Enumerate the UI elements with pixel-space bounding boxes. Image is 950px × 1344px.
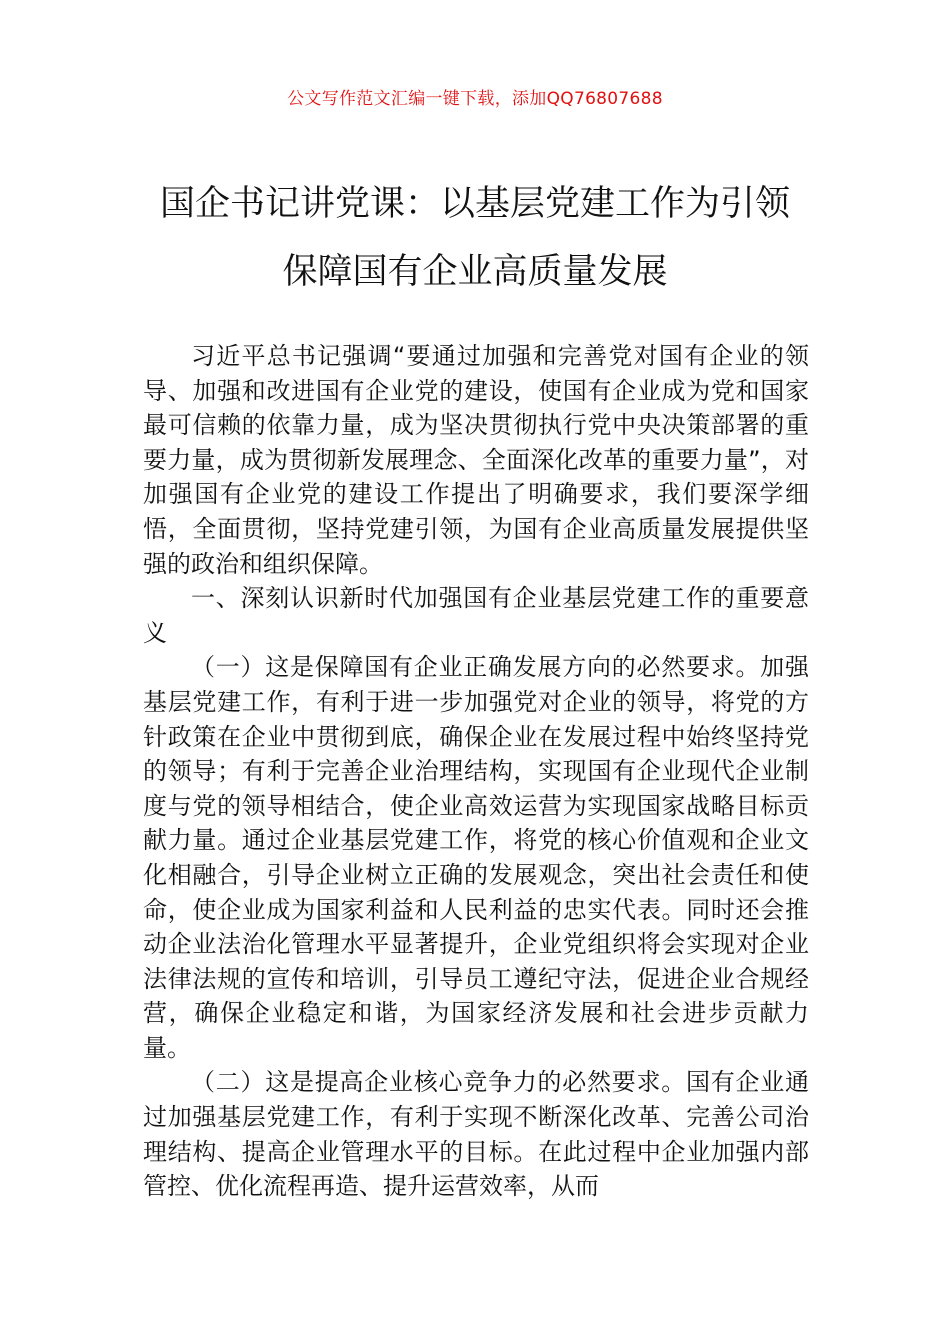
document-body [143, 339, 809, 1204]
paragraph-point-1: （一）这是保障国有企业正确发展方向的必然要求。加强基层党建工作，有利于进一步加强党对企业的领导，将党的方针政策在企业中贯彻到底，确保企业在发展过程中始终坚持党的领导；有利于完善企业治理结构，实现国有企业现代企业制度与党的领导相结合，使企业高效运营为实现国家战略目标贡献力量。通过企业基层党建工作，将党的核心价值观和企业文化相融合，引导企业树立正确的发展观念，突出社会责任和使命，使企业成为国家利益和人民利益的忠实代表。同时还会推动企业法治化管理水平显著提升，企业党组织将会实现对企业法律法规的宣传和培训，引导员工遵纪守法，促进企业合规经营，确保企业稳定和谐，为国家经济发展和社会进步贡献力量。 [143, 653, 809, 1062]
document-title-line-2: 保障国有企业高质量发展 [282, 252, 668, 292]
section-heading-1: 一、深刻认识新时代加强国有企业基层党建工作的重要意义 [143, 584, 809, 647]
paragraph-intro: 习近平总书记强调“要通过加强和完善党对国有企业的领导、加强和改进国有企业党的建设，使国有企业成为党和国家最可信赖的依靠力量，成为坚决贯彻执行党中央决策部署的重要力量，成为贯彻新发展理念、全面深化改革的重要力量”，对加强国有企业党的建设工作提出了明确要求，我们要深学细悟，全面贯彻，坚持党建引领，为国有企业高质量发展提供坚强的政治和组织保障。 [143, 342, 809, 578]
document-title-line-1: 国企书记讲党课：以基层党建工作为引领 [159, 184, 790, 224]
paragraph-point-2: （二）这是提高企业核心竞争力的必然要求。国有企业通过加强基层党建工作，有利于实现不断深化改革、完善公司治理结构、提高企业管理水平的目标。在此过程中企业加强内部管控、优化流程再造、提升运营效率，从而 [143, 1068, 809, 1201]
download-note: 公文写作范文汇编一键下载，添加QQ76807688 [287, 89, 663, 109]
